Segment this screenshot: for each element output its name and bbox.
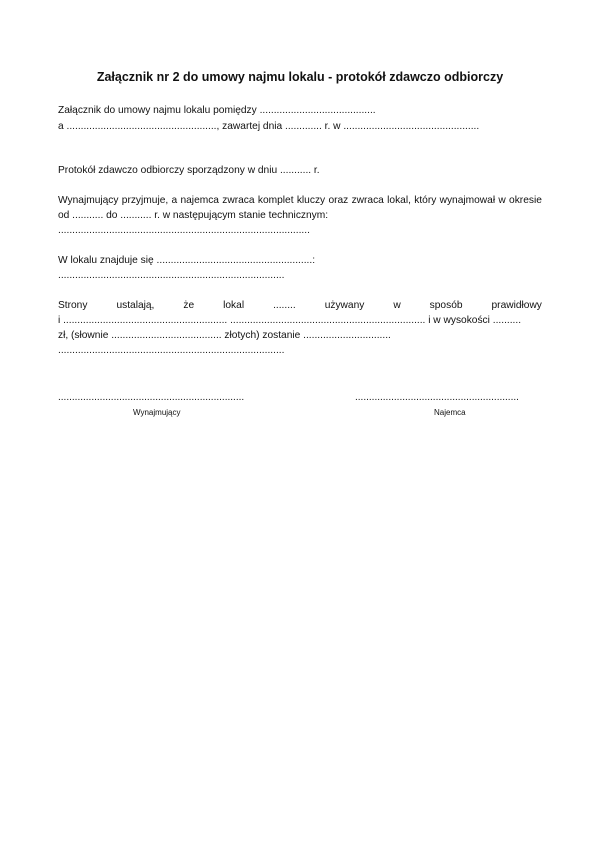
handover-line-2: od ........... do ........... r. w następującym stanie technicznym: bbox=[58, 210, 329, 221]
handover-word: kluczy bbox=[296, 195, 326, 206]
handover-word: a bbox=[171, 195, 178, 206]
handover-word: przyjmuje, bbox=[121, 195, 169, 206]
agreement-line-3: zł, (słownie ....................................... złotych) zostanie ............................... bbox=[58, 330, 391, 341]
handover-line-3: ......................................................................................... bbox=[58, 225, 310, 236]
tenant-signature-line: ........................................................... bbox=[355, 392, 519, 403]
agreement-word: Strony bbox=[58, 300, 88, 311]
handover-word: oraz bbox=[328, 195, 349, 206]
agreement-word: prawidłowy bbox=[491, 300, 542, 311]
agreement-word: ustalają, bbox=[116, 300, 155, 311]
handover-word: najemca bbox=[180, 195, 219, 206]
agreement-word: ........ bbox=[273, 300, 296, 311]
contents-line-2: ................................................................................ bbox=[58, 270, 285, 281]
handover-word: w bbox=[498, 195, 506, 206]
intro-line-2: a ....................................................., zawartej dnia ............. r. w ................................................ bbox=[58, 121, 480, 132]
agreement-line-1 bbox=[58, 300, 542, 312]
intro-line-1: Załącznik do umowy najmu lokalu pomiędzy ......................................... bbox=[58, 105, 376, 116]
handover-word: lokal, bbox=[387, 195, 411, 206]
contents-line-1: W lokalu znajduje się .......................................................: bbox=[58, 255, 316, 266]
handover-word: okresie bbox=[509, 195, 542, 206]
handover-word: Wynajmujący bbox=[58, 195, 119, 206]
agreement-line-4: ................................................................................ bbox=[58, 345, 285, 356]
landlord-signature-label: Wynajmujący bbox=[133, 408, 181, 417]
protocol-date-line: Protokół zdawczo odbiorczy sporządzony w dniu ........... r. bbox=[58, 165, 320, 176]
handover-word: zwraca bbox=[222, 195, 255, 206]
document-title: Załącznik nr 2 do umowy najmu lokalu - protokół zdawczo odbiorczy bbox=[96, 70, 504, 84]
agreement-word: że bbox=[183, 300, 195, 311]
handover-word: komplet bbox=[257, 195, 294, 206]
agreement-word: sposób bbox=[429, 300, 463, 311]
tenant-signature-label: Najemca bbox=[434, 408, 466, 417]
handover-line-1 bbox=[58, 195, 542, 207]
agreement-line-2: i .......................................................... ..................................................................... i w wysokości .......... bbox=[58, 315, 522, 326]
agreement-word: używany bbox=[324, 300, 365, 311]
agreement-word: lokal bbox=[223, 300, 245, 311]
handover-word: wynajmował bbox=[439, 195, 496, 206]
handover-word: zwraca bbox=[351, 195, 384, 206]
agreement-word: w bbox=[393, 300, 401, 311]
landlord-signature-line: ................................................................... bbox=[58, 392, 245, 403]
handover-word: który bbox=[414, 195, 437, 206]
